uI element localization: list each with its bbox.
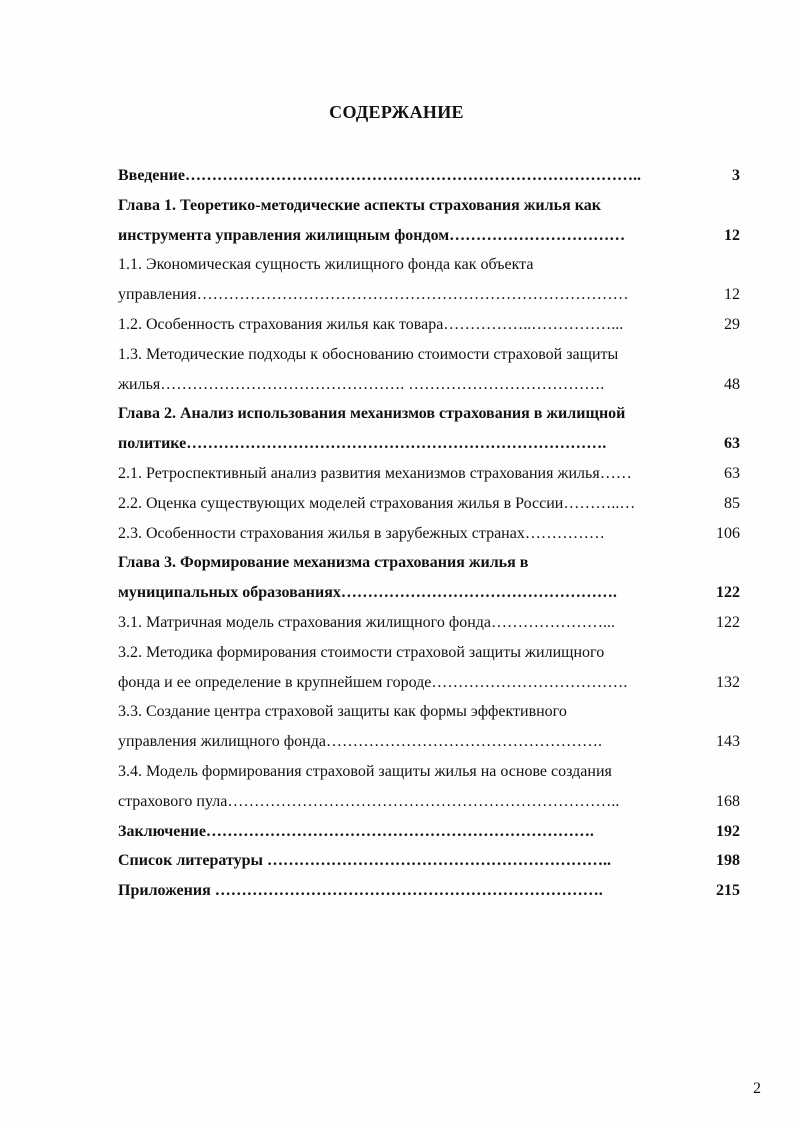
toc-entry-text: страхового пула………………………………………………………………..: [118, 792, 620, 810]
toc-entry-page: 122: [716, 613, 740, 631]
page-title: СОДЕРЖАНИЕ: [329, 102, 464, 122]
toc-entry-text: управления………………………………………………………………………: [118, 286, 629, 304]
toc-entry-page: 63: [724, 464, 740, 482]
toc-entry-text: 2.1. Ретроспективный анализ развития механизмов страхования жилья……: [118, 464, 632, 482]
toc-entry-page: 198: [716, 852, 740, 870]
toc-entry: [118, 221, 740, 251]
toc-entry: [118, 697, 740, 727]
toc-entry-text: Глава 3. Формирование механизма страхования жилья в: [118, 554, 529, 572]
toc-entry-page: 215: [716, 882, 740, 900]
toc-entry-text: инструмента управления жилищным фондом……………………………: [118, 226, 626, 244]
toc-entry-text: 1.3. Методические подходы к обоснованию стоимости страховой защиты: [118, 345, 619, 363]
toc-entry-text: Список литературы ………………………………………………………..: [118, 852, 611, 870]
toc-entry-page: 168: [716, 792, 740, 810]
toc-entry: [118, 638, 740, 668]
toc-entry-page: 192: [716, 822, 740, 840]
toc-entry: [118, 429, 740, 459]
toc-entry-page: 12: [724, 226, 740, 244]
toc-entry-text: 2.2. Оценка существующих моделей страхования жилья в России………..…: [118, 494, 636, 512]
toc-entry-text: 3.4. Модель формирования страховой защиты жилья на основе создания: [118, 762, 612, 780]
toc-entry-page: 12: [724, 286, 740, 304]
toc-entry: [118, 578, 740, 608]
toc-entry-text: 2.3. Особенности страхования жилья в зарубежных странах……………: [118, 524, 605, 542]
toc-entry-text: Заключение……………………………………………………………….: [118, 822, 594, 840]
toc-entry-text: Глава 2. Анализ использования механизмов страхования в жилищной: [118, 405, 626, 423]
toc-entry: [118, 191, 740, 221]
toc-entry: [118, 280, 740, 310]
toc-entry: [118, 161, 740, 191]
toc-entry-page: 106: [716, 524, 740, 542]
toc-entry-text: управления жилищного фонда…………………………………………….: [118, 733, 602, 751]
toc-entry: [118, 310, 740, 340]
toc-entry-text: Приложения ……………………………………………………………….: [118, 882, 603, 900]
toc-entry-page: 3: [732, 167, 740, 184]
toc-entry-page: 85: [724, 494, 740, 512]
toc-entry-text: 3.2. Методика формирования стоимости страховой защиты жилищного: [118, 643, 605, 661]
toc-entry-text: 1.2. Особенность страхования жилья как товара……………..……………...: [118, 315, 624, 333]
page-number: 2: [753, 1080, 761, 1097]
toc-entry: [118, 787, 740, 817]
toc-entry: [118, 250, 740, 280]
toc-entry: [118, 757, 740, 787]
toc-entry: [118, 817, 740, 847]
toc-entry: [118, 489, 740, 519]
toc-entry: [118, 519, 740, 549]
toc-entry-page: 29: [724, 315, 740, 333]
toc-entry-text: муниципальных образованиях…………………………………………….: [118, 584, 617, 602]
toc-entry-text: 3.1. Матричная модель страхования жилищного фонда…………………...: [118, 613, 616, 631]
toc-entry-text: Введение…………………………………………………………………………..: [118, 167, 641, 184]
toc-entry: [118, 608, 740, 638]
toc-entry: [118, 340, 740, 370]
toc-entry-text: жилья………………………………………. ……………………………….: [118, 375, 605, 393]
toc-entry-page: 48: [724, 375, 740, 393]
toc-entry-page: 132: [716, 673, 740, 691]
toc-entry: [118, 459, 740, 489]
toc-entry: [118, 370, 740, 400]
toc-entry: [118, 727, 740, 757]
toc-entry: [118, 876, 740, 906]
toc-entry-text: Глава 1. Теоретико-методические аспекты страхования жилья как: [118, 196, 601, 214]
toc-entry-text: 1.1. Экономическая сущность жилищного фонда как объекта: [118, 256, 534, 274]
toc-entry: [118, 846, 740, 876]
toc-entry-text: политике…………………………………………………………………….: [118, 435, 607, 453]
toc-entry-text: фонда и ее определение в крупнейшем городе……………………………….: [118, 673, 628, 691]
table-of-contents: [118, 161, 740, 906]
toc-entry: [118, 548, 740, 578]
toc-entry-page: 63: [724, 435, 740, 453]
toc-entry-page: 122: [716, 584, 740, 602]
toc-entry-text: 3.3. Создание центра страховой защиты как формы эффективного: [118, 703, 567, 721]
toc-entry: [118, 399, 740, 429]
toc-entry-page: 143: [716, 733, 740, 751]
toc-entry: [118, 668, 740, 698]
